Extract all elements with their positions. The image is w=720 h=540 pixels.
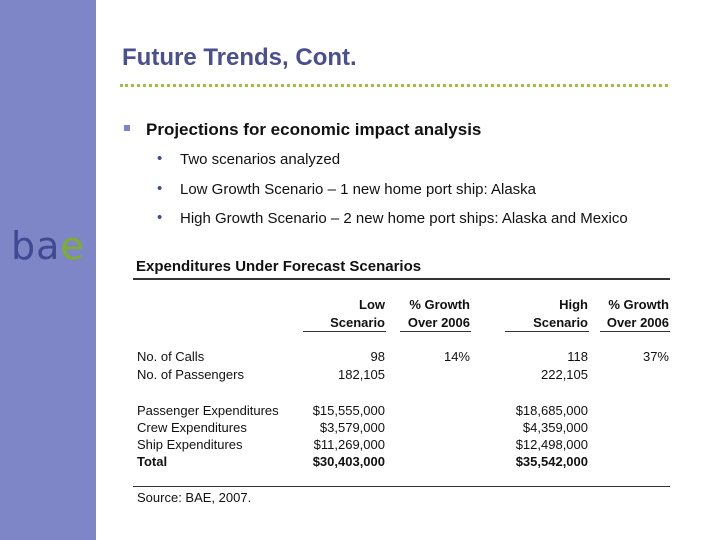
source-note: Source: BAE, 2007. bbox=[137, 490, 252, 505]
cell-low-total: $30,403,000 bbox=[312, 454, 385, 469]
row-label: No. of Passengers bbox=[137, 367, 244, 382]
dot-bullet-icon: • bbox=[157, 209, 163, 226]
cell-low: $11,269,000 bbox=[313, 437, 385, 452]
square-bullet-icon bbox=[124, 125, 130, 131]
header-high-line1: High bbox=[559, 297, 588, 312]
cell-high-total: $35,542,000 bbox=[515, 454, 588, 469]
header-high-rule bbox=[505, 331, 589, 332]
header-low-growth-line2: Over 2006 bbox=[407, 315, 470, 330]
sub-bullet-2: Low Growth Scenario – 1 new home port ship: Alaska bbox=[180, 181, 537, 198]
row-label: Passenger Expenditures bbox=[137, 403, 279, 418]
dot-bullet-icon: • bbox=[157, 180, 163, 197]
table-top-rule bbox=[133, 278, 670, 280]
row-label: No. of Calls bbox=[137, 349, 205, 364]
cell-low: $3,579,000 bbox=[319, 420, 385, 435]
cell-high: 222,105 bbox=[541, 367, 588, 382]
header-low-line1: Low bbox=[359, 297, 385, 312]
cell-high: 118 bbox=[567, 349, 588, 364]
main-bullet-text: Projections for economic impact analysis bbox=[146, 120, 482, 139]
header-low-growth-line1: % Growth bbox=[409, 297, 470, 312]
left-sidebar-band bbox=[0, 0, 96, 540]
table-bottom-rule bbox=[133, 486, 670, 487]
cell-low: 182,105 bbox=[338, 367, 385, 382]
dot-bullet-icon: • bbox=[157, 150, 163, 167]
sub-bullet-1: Two scenarios analyzed bbox=[180, 151, 341, 168]
cell-low: $15,555,000 bbox=[312, 403, 385, 418]
sub-bullet-3: High Growth Scenario – 2 new home port ships: Alaska and Mexico bbox=[180, 210, 628, 227]
header-high-growth-line1: % Growth bbox=[608, 297, 669, 312]
cell-low-growth: 14% bbox=[443, 349, 470, 364]
header-low-rule bbox=[303, 331, 386, 332]
header-low-line2: Scenario bbox=[330, 315, 385, 330]
cell-high: $18,685,000 bbox=[515, 403, 588, 418]
bae-logo: bae bbox=[11, 224, 85, 268]
row-label: Ship Expenditures bbox=[137, 437, 243, 452]
header-high-line2: Scenario bbox=[533, 315, 588, 330]
header-high-growth-rule bbox=[600, 331, 670, 332]
table-title: Expenditures Under Forecast Scenarios bbox=[136, 258, 422, 275]
slide-title: Future Trends, Cont. bbox=[122, 44, 357, 71]
cell-high: $4,359,000 bbox=[522, 420, 588, 435]
cell-high-growth: 37% bbox=[642, 349, 669, 364]
title-divider bbox=[120, 84, 668, 87]
row-label-total: Total bbox=[137, 454, 168, 469]
cell-low: 98 bbox=[370, 349, 385, 364]
header-high-growth-line2: Over 2006 bbox=[606, 315, 669, 330]
row-label: Crew Expenditures bbox=[137, 420, 247, 435]
cell-high: $12,498,000 bbox=[515, 437, 588, 452]
header-low-growth-rule bbox=[400, 331, 471, 332]
